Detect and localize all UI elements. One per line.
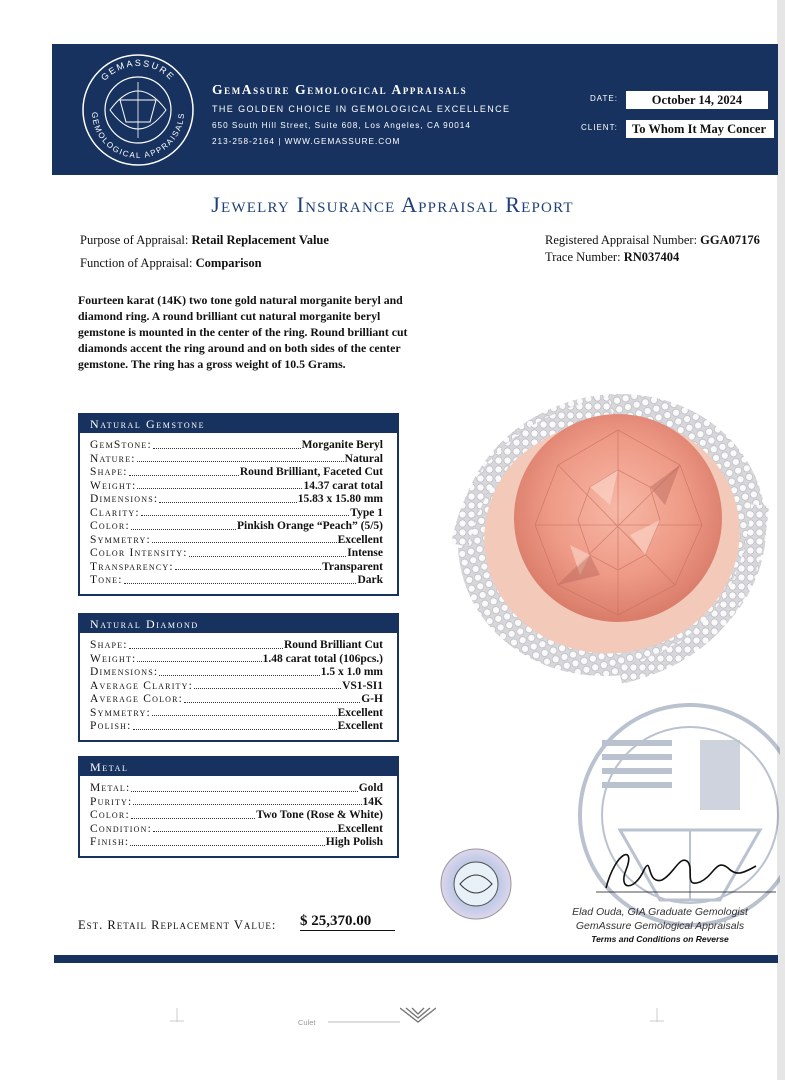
spec-value: 1.5 x 1.0 mm bbox=[320, 666, 383, 678]
spec-value: 15.83 x 15.80 mm bbox=[297, 493, 383, 505]
leader-dots bbox=[124, 574, 357, 584]
company-address: 650 South Hill Street, Suite 608, Los Angeles, CA 90014 bbox=[212, 121, 471, 130]
spec-row bbox=[90, 782, 383, 796]
spec-label: Dimensions: bbox=[90, 666, 159, 678]
spec-value: Two Tone (Rose & White) bbox=[256, 809, 383, 821]
spec-label: Metal: bbox=[90, 782, 131, 794]
appraiser-name: Elad Ouda, GIA Graduate Gemologist bbox=[572, 906, 748, 918]
company-phone-web: 213-258-2164 | WWW.GEMASSURE.COM bbox=[212, 137, 401, 146]
leader-dots bbox=[189, 547, 347, 557]
purpose-value: Retail Replacement Value bbox=[191, 233, 329, 247]
spec-label: Color: bbox=[90, 520, 130, 532]
company-block bbox=[212, 82, 510, 146]
trace-number-line bbox=[545, 250, 679, 265]
leader-dots bbox=[194, 680, 341, 690]
leader-dots bbox=[131, 520, 236, 530]
spec-label: Tone: bbox=[90, 574, 123, 586]
spec-value: Round Brilliant Cut bbox=[283, 639, 383, 651]
leader-dots bbox=[129, 466, 239, 476]
registered-value: GGA07176 bbox=[700, 233, 760, 247]
spec-row bbox=[90, 453, 383, 467]
leader-dots bbox=[129, 639, 283, 649]
spec-value: 14.37 carat total bbox=[303, 479, 383, 492]
leader-dots bbox=[152, 707, 337, 717]
spec-label: Average Clarity: bbox=[90, 679, 194, 692]
spec-value: High Polish bbox=[325, 836, 383, 848]
registered-number-line bbox=[545, 233, 760, 248]
valuation-value: $ 25,370.00 bbox=[300, 913, 395, 931]
spec-value: G-H bbox=[361, 693, 383, 705]
spec-label: Weight: bbox=[90, 652, 137, 665]
spec-row bbox=[90, 466, 383, 480]
leader-dots bbox=[141, 507, 350, 517]
spec-value: Natural bbox=[344, 452, 383, 465]
spec-label: GemStone: bbox=[90, 439, 152, 451]
spec-row bbox=[90, 680, 383, 694]
gemstone-panel-title: Natural Gemstone bbox=[80, 415, 397, 433]
leader-dots bbox=[153, 439, 301, 449]
spec-value: Excellent bbox=[337, 533, 383, 546]
spec-row bbox=[90, 809, 383, 823]
crop-mark-icon bbox=[170, 1008, 184, 1022]
leader-dots bbox=[133, 796, 361, 806]
spec-row bbox=[90, 720, 383, 734]
leader-dots bbox=[159, 666, 319, 676]
spec-value: Excellent bbox=[337, 706, 383, 719]
appraiser-company: GemAssure Gemological Appraisals bbox=[575, 920, 745, 932]
spec-label: Purity: bbox=[90, 795, 133, 808]
spec-label: Shape: bbox=[90, 639, 128, 651]
client-label: CLIENT: bbox=[581, 123, 618, 132]
culet-line bbox=[328, 1020, 400, 1024]
purpose-line bbox=[80, 233, 329, 248]
spec-value: Intense bbox=[347, 547, 383, 559]
spec-row bbox=[90, 493, 383, 507]
leader-dots bbox=[131, 782, 357, 792]
spec-row bbox=[90, 534, 383, 548]
spec-row bbox=[90, 507, 383, 521]
leader-dots bbox=[153, 823, 337, 833]
spec-value: 1.48 carat total (106pcs.) bbox=[262, 652, 383, 665]
diamond-panel bbox=[78, 613, 399, 742]
registered-label: Registered Appraisal Number: bbox=[545, 233, 698, 247]
spec-label: Finish: bbox=[90, 836, 130, 848]
spec-row bbox=[90, 520, 383, 534]
metal-panel bbox=[78, 756, 399, 858]
report-title: Jewelry Insurance Appraisal Report bbox=[211, 192, 574, 217]
spec-label: Shape: bbox=[90, 466, 128, 478]
leader-dots bbox=[184, 693, 360, 703]
appraiser-signature bbox=[596, 840, 776, 900]
spec-row bbox=[90, 439, 383, 453]
item-description: Fourteen karat (14K) two tone gold natural morganite beryl and diamond ring. A round brilliant cut natural morganite beryl gemstone is mounted in the center of the ring. Round brilliant cut diamonds accent the ring around and on both sides of the center gemstone. The ring has a gross weight of 10.5 Grams. bbox=[78, 293, 408, 371]
spec-row bbox=[90, 693, 383, 707]
gemstone-panel bbox=[78, 413, 399, 596]
spec-value: Excellent bbox=[337, 720, 383, 732]
leader-dots bbox=[152, 534, 337, 544]
spec-label: Clarity: bbox=[90, 506, 140, 519]
spec-row bbox=[90, 561, 383, 575]
spec-row bbox=[90, 823, 383, 837]
diamond-rows bbox=[80, 633, 397, 740]
spec-row bbox=[90, 707, 383, 721]
leader-dots bbox=[131, 809, 255, 819]
function-line bbox=[80, 256, 262, 271]
spec-row bbox=[90, 547, 383, 561]
leader-dots bbox=[137, 453, 344, 463]
metal-panel-title: Metal bbox=[80, 758, 397, 776]
spec-label: Symmetry: bbox=[90, 706, 151, 719]
spec-label: Dimensions: bbox=[90, 493, 159, 505]
ring-photo bbox=[440, 375, 775, 710]
date-label: DATE: bbox=[590, 94, 618, 103]
purpose-label: Purpose of Appraisal: bbox=[80, 233, 189, 247]
spec-label: Average Color: bbox=[90, 693, 184, 705]
terms-link[interactable]: Terms and Conditions on Reverse bbox=[591, 934, 729, 944]
company-tagline: THE GOLDEN CHOICE IN GEMOLOGICAL EXCELLENCE bbox=[212, 104, 511, 114]
culet-diagram-icon bbox=[400, 1006, 436, 1024]
diamond-panel-title: Natural Diamond bbox=[80, 615, 397, 633]
company-name: GemAssure Gemological Appraisals bbox=[212, 82, 468, 97]
spec-label: Nature: bbox=[90, 452, 136, 465]
metal-rows bbox=[80, 776, 397, 856]
spec-value: Excellent bbox=[337, 822, 383, 835]
seal-text-top: GEMASSURE bbox=[98, 57, 178, 83]
client-value: To Whom It May Concer bbox=[626, 120, 774, 138]
spec-label: Condition: bbox=[90, 822, 152, 835]
spec-value: Round Brilliant, Faceted Cut bbox=[239, 466, 383, 478]
footer-bar bbox=[54, 955, 778, 963]
spec-value: Type 1 bbox=[350, 506, 383, 519]
leader-dots bbox=[137, 653, 261, 663]
spec-value: Gold bbox=[358, 782, 383, 794]
header-banner bbox=[52, 44, 778, 175]
spec-label: Color Intensity: bbox=[90, 547, 188, 559]
spec-label: Transparency: bbox=[90, 560, 174, 573]
leader-dots bbox=[133, 720, 337, 730]
spec-value: Pinkish Orange “Peach” (5/5) bbox=[237, 520, 383, 532]
gemstone-rows bbox=[80, 433, 397, 594]
spec-row bbox=[90, 653, 383, 667]
culet-label: Culet bbox=[298, 1018, 316, 1027]
trace-label: Trace Number: bbox=[545, 250, 621, 264]
leader-dots bbox=[159, 493, 296, 503]
seal-text-bottom: GEMOLOGICAL APPRAISALS bbox=[89, 111, 187, 161]
function-label: Function of Appraisal: bbox=[80, 256, 193, 270]
spec-label: Symmetry: bbox=[90, 533, 151, 546]
spec-label: Color: bbox=[90, 809, 130, 821]
hologram-seal-icon bbox=[440, 848, 512, 920]
company-seal-icon bbox=[80, 52, 196, 168]
spec-row bbox=[90, 836, 383, 850]
spec-row bbox=[90, 480, 383, 494]
spec-value: Dark bbox=[357, 574, 383, 586]
spec-value: VS1-SI1 bbox=[342, 679, 383, 692]
spec-row bbox=[90, 796, 383, 810]
spec-row bbox=[90, 666, 383, 680]
spec-label: Weight: bbox=[90, 479, 137, 492]
leader-dots bbox=[175, 561, 321, 571]
valuation-label: Est. Retail Replacement Value: bbox=[78, 918, 277, 932]
spec-value: Transparent bbox=[322, 560, 383, 573]
spec-value: 14K bbox=[362, 795, 383, 808]
date-value: October 14, 2024 bbox=[626, 91, 768, 109]
spec-row bbox=[90, 574, 383, 588]
trace-value: RN037404 bbox=[623, 250, 680, 264]
spec-row bbox=[90, 639, 383, 653]
spec-value: Morganite Beryl bbox=[301, 439, 383, 451]
crop-mark-icon bbox=[650, 1008, 664, 1022]
leader-dots bbox=[137, 480, 302, 490]
function-value: Comparison bbox=[195, 256, 262, 270]
spec-label: Polish: bbox=[90, 720, 132, 732]
leader-dots bbox=[130, 836, 324, 846]
